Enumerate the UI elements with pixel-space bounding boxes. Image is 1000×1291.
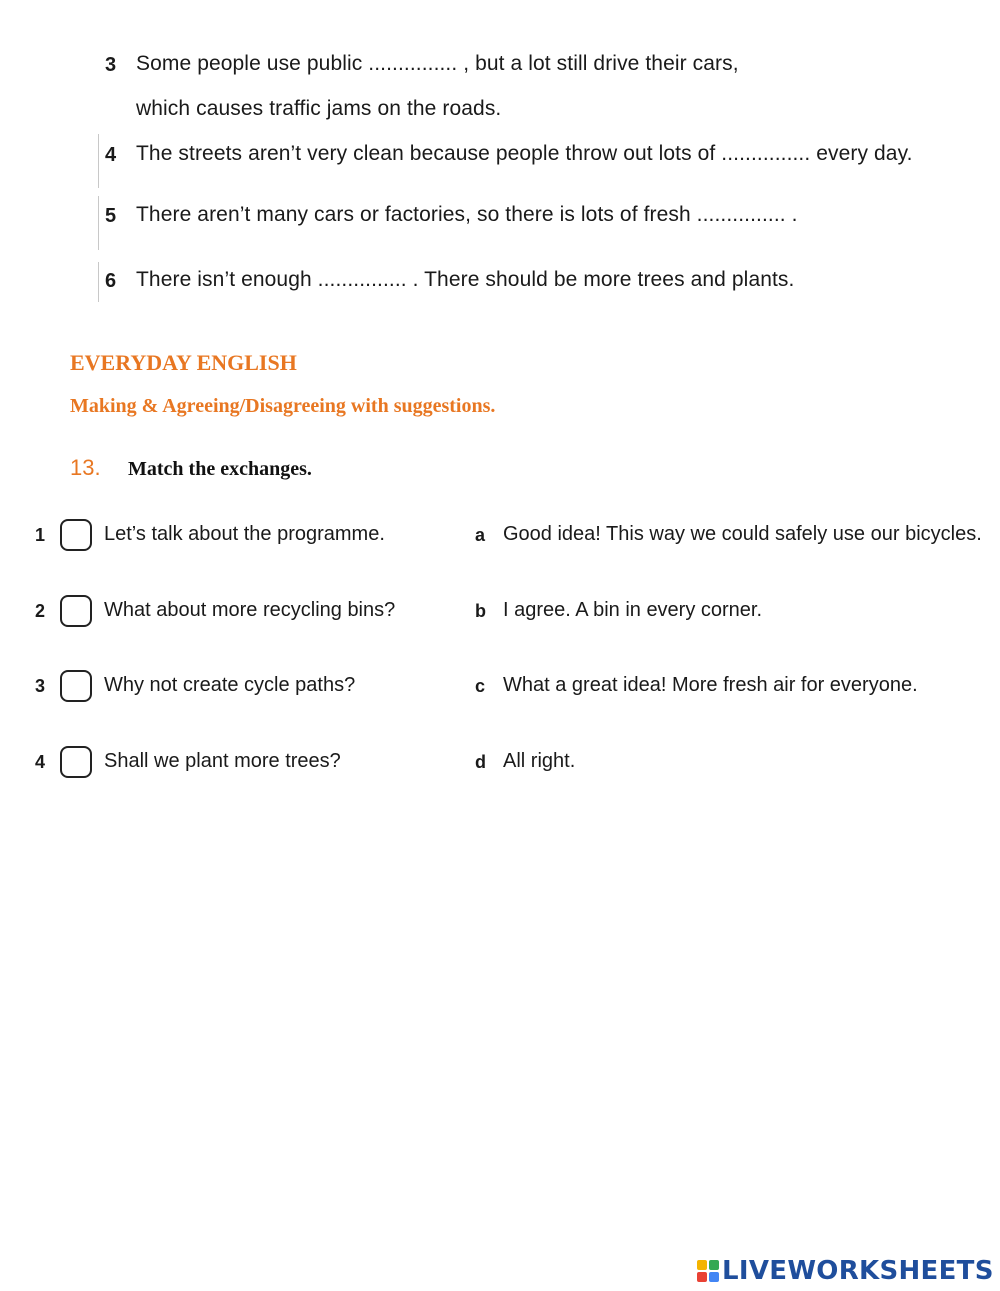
question-text: Some people use public ............... , but a lot still drive their cars, [136,52,739,75]
prompt-text: Let’s talk about the programme. [104,523,385,545]
logo-square [709,1260,719,1270]
question-number: 6 [105,270,117,292]
liveworksheets-logo [697,1256,994,1286]
question-text: There aren’t many cars or factories, so there is lots of fresh ............... . [136,203,798,226]
exercise-number: 13. [70,455,101,480]
prompt-number: 2 [35,601,46,621]
answer-box[interactable] [60,519,92,551]
prompt-number: 4 [35,752,46,772]
question-number: 5 [105,205,117,227]
prompt-number: 1 [35,525,46,545]
logo-text: LIVEWORKSHEETS [722,1256,994,1286]
answer-box[interactable] [60,746,92,778]
left-margin-line [98,262,99,302]
response-text: What a great idea! More fresh air for everyone. [503,674,918,696]
section-subtitle: Making & Agreeing/Disagreeing with suggestions. [70,395,496,417]
question-number: 3 [105,54,117,76]
response-text: I agree. A bin in every corner. [503,599,763,621]
logo-square [697,1272,707,1282]
prompt-number: 3 [35,676,46,696]
response-letter: d [475,752,486,772]
logo-square [709,1272,719,1282]
question-text: There isn’t enough ............... . There should be more trees and plants. [136,268,795,291]
response-text: All right. [503,750,576,772]
question-number: 4 [105,144,117,166]
logo-square [697,1260,707,1270]
left-margin-line [98,134,99,188]
response-letter: c [475,676,486,696]
question-text-continued: which causes traffic jams on the roads. [136,97,502,120]
exercise-instruction: Match the exchanges. [128,458,312,480]
answer-box[interactable] [60,670,92,702]
section-title: EVERYDAY ENGLISH [70,350,297,375]
prompt-text: Shall we plant more trees? [104,750,341,772]
response-letter: a [475,525,486,545]
prompt-text: What about more recycling bins? [104,599,396,621]
question-text: The streets aren’t very clean because people throw out lots of ............... every day. [136,142,913,165]
answer-box[interactable] [60,595,92,627]
left-margin-line [98,196,99,250]
response-letter: b [475,601,486,621]
response-text: Good idea! This way we could safely use our bicycles. [503,523,982,545]
logo-icon [697,1260,719,1282]
prompt-text: Why not create cycle paths? [104,674,356,696]
